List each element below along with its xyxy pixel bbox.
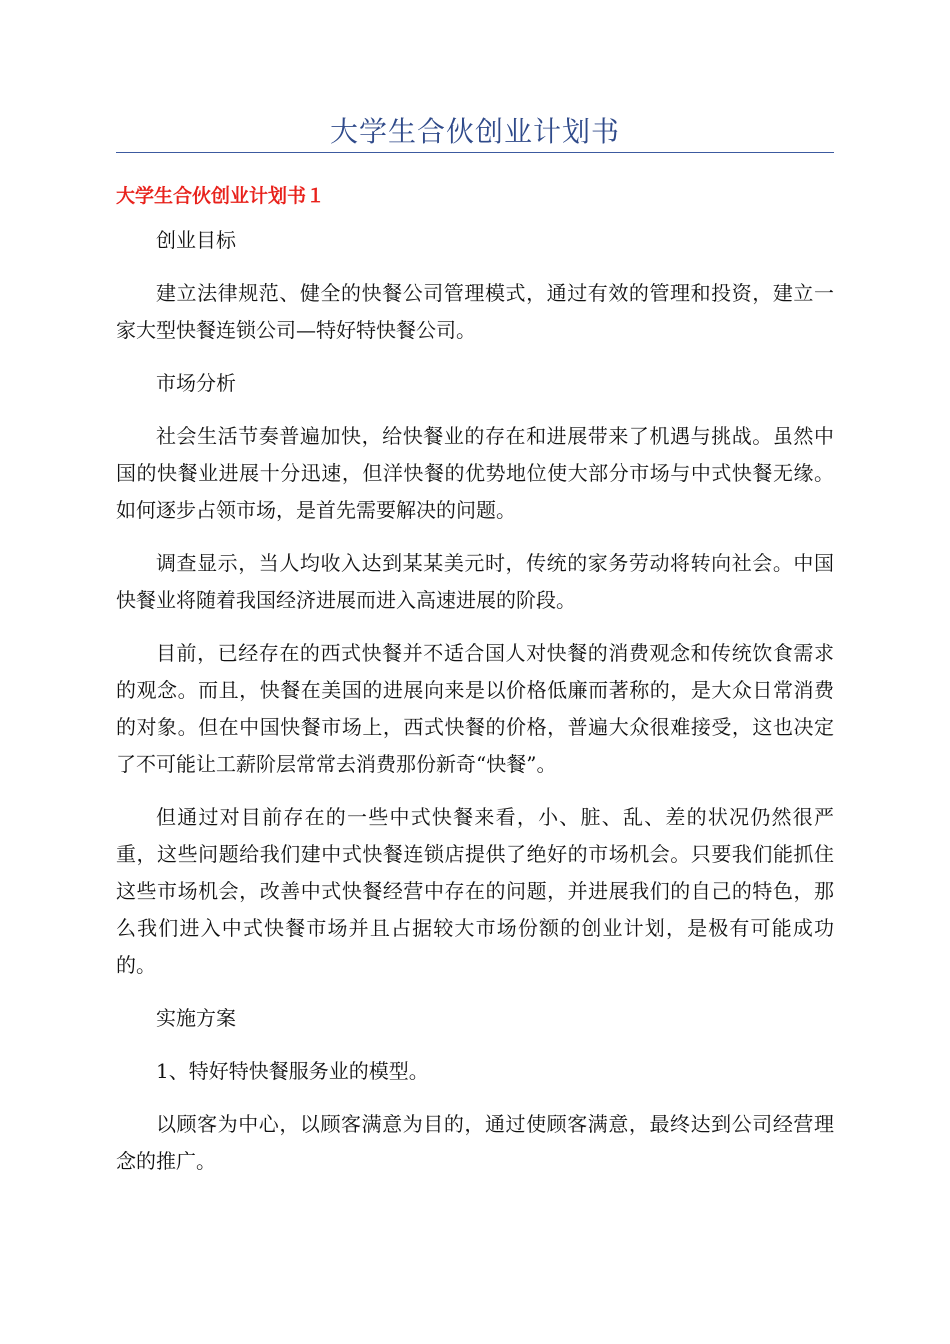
subheading-implementation: 实施方案 xyxy=(156,1006,236,1030)
paragraph-goal: 建立法律规范、健全的快餐公司管理模式，通过有效的管理和投资，建立一家大型快餐连锁公司—特好特快餐公司。 xyxy=(116,281,834,342)
paragraph-market-3: 目前，已经存在的西式快餐并不适合国人对快餐的消费观念和传统饮食需求的观念。而且，快餐在美国的进展向来是以价格低廉而著称的，是大众日常消费的对象。但在中国快餐市场上，西式快餐的价格，普遍大众很难接受，这也决定了不可能让工薪阶层常常去消费那份新奇“快餐”。 xyxy=(116,641,834,776)
paragraph-market-2: 调查显示，当人均收入达到某某美元时，传统的家务劳动将转向社会。中国快餐业将随着我国经济进展而进入高速进展的阶段。 xyxy=(116,551,834,612)
paragraph-market-1: 社会生活节奏普遍加快，给快餐业的存在和进展带来了机遇与挑战。虽然中国的快餐业进展十分迅速，但洋快餐的优势地位使大部分市场与中式快餐无缘。如何逐步占领市场，是首先需要解决的问题。 xyxy=(116,424,834,522)
subheading-market-analysis: 市场分析 xyxy=(156,371,236,395)
subheading-goal: 创业目标 xyxy=(156,228,236,252)
paragraph-market-4: 但通过对目前存在的一些中式快餐来看，小、脏、乱、差的状况仍然很严重，这些问题给我们建中式快餐连锁店提供了绝好的市场机会。只要我们能抓住这些市场机会，改善中式快餐经营中存在的问题，并进展我们的自己的特色，那么我们进入中式快餐市场并且占据较大市场份额的创业计划，是极有可能成功的。 xyxy=(116,805,834,977)
paragraph-model: 1、特好特快餐服务业的模型。 xyxy=(156,1059,429,1083)
section-heading: 大学生合伙创业计划书１ xyxy=(116,185,326,207)
title-underline xyxy=(116,152,834,153)
document-body xyxy=(116,222,834,1196)
document-title: 大学生合伙创业计划书 xyxy=(329,115,620,148)
paragraph-customer-focus: 以顾客为中心，以顾客满意为目的，通过使顾客满意，最终达到公司经营理念的推广。 xyxy=(116,1112,834,1173)
